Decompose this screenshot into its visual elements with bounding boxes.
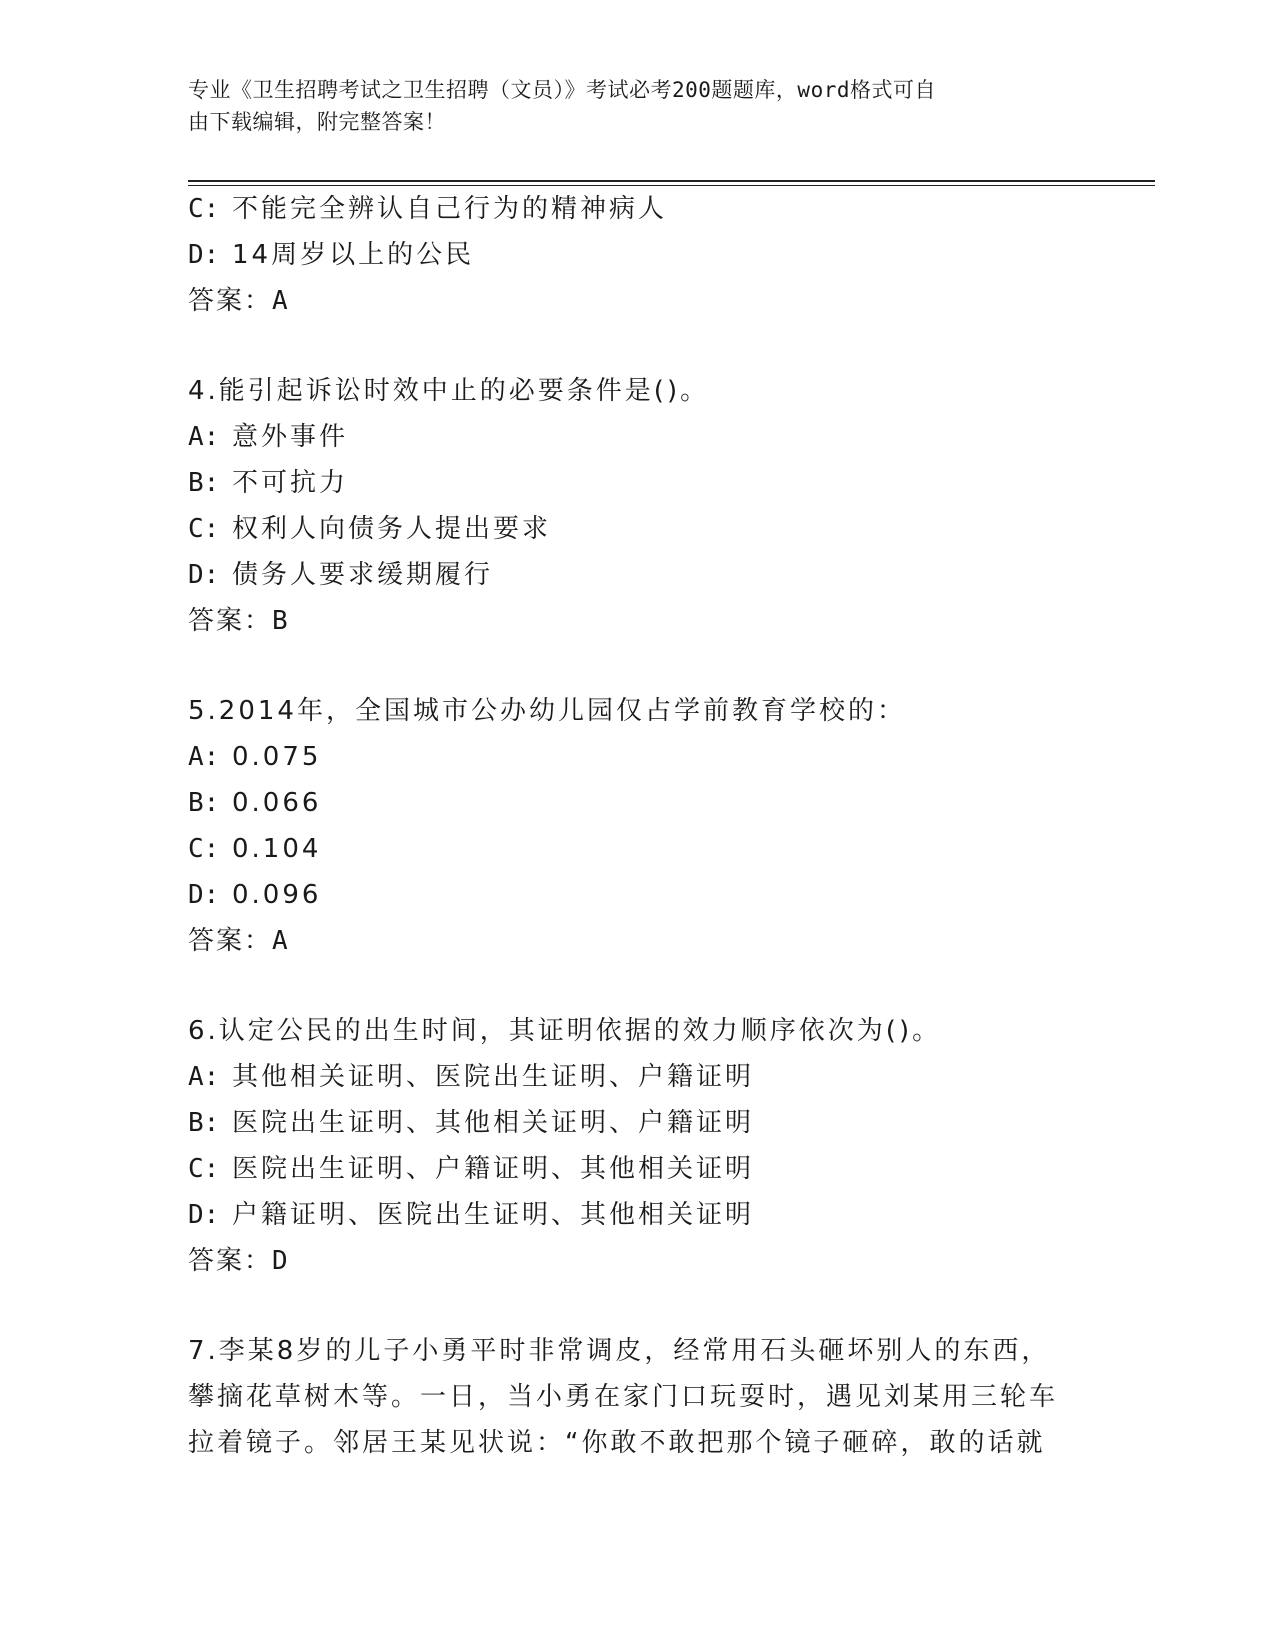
- option-key: B:: [188, 1108, 220, 1138]
- option-text: 0.104: [232, 834, 322, 864]
- header-title-line-2: 由下载编辑，附完整答案！: [188, 110, 446, 134]
- option-text: 不能完全辨认自己行为的精神病人: [232, 194, 668, 224]
- header-divider-thick: [188, 180, 1155, 182]
- question-content: [188, 186, 1088, 1466]
- answer-row: [188, 1238, 1088, 1284]
- option-text: 意外事件: [232, 422, 349, 452]
- option-row: [188, 186, 1088, 232]
- answer-label: 答案：: [188, 606, 273, 636]
- option-row: [188, 1100, 1088, 1146]
- option-key: A:: [188, 1062, 220, 1092]
- option-key: C:: [188, 514, 220, 544]
- option-text: 14周岁以上的公民: [232, 240, 475, 270]
- option-key: C:: [188, 1154, 220, 1184]
- option-row: [188, 1054, 1088, 1100]
- question-block-6: [188, 1008, 1088, 1284]
- answer-label: 答案：: [188, 1246, 273, 1276]
- option-text: 0.096: [232, 880, 322, 910]
- answer-value: B: [272, 606, 288, 636]
- option-key: B:: [188, 468, 220, 498]
- option-row: [188, 460, 1088, 506]
- option-text: 权利人向债务人提出要求: [232, 514, 552, 544]
- option-key: D:: [188, 880, 220, 910]
- option-row: [188, 826, 1088, 872]
- question-stem: 4.能引起诉讼时效中止的必要条件是()。: [188, 376, 710, 406]
- answer-label: 答案：: [188, 286, 273, 316]
- option-text: 医院出生证明、户籍证明、其他相关证明: [232, 1154, 755, 1184]
- option-row: [188, 872, 1088, 918]
- question-stem: 6.认定公民的出生时间，其证明依据的效力顺序依次为()。: [188, 1016, 942, 1046]
- option-key: D:: [188, 560, 220, 590]
- option-row: [188, 506, 1088, 552]
- answer-value: A: [272, 286, 288, 316]
- option-key: C:: [188, 194, 220, 224]
- question-block-5: [188, 688, 1088, 964]
- option-key: C:: [188, 834, 220, 864]
- option-key: B:: [188, 788, 220, 818]
- option-key: D:: [188, 1200, 220, 1230]
- option-row: [188, 1146, 1088, 1192]
- question-stem-line: 7.李某8岁的儿子小勇平时非常调皮，经常用石头砸坏别人的东西，: [188, 1336, 1051, 1366]
- option-text: 户籍证明、医院出生证明、其他相关证明: [232, 1200, 755, 1230]
- option-row: [188, 414, 1088, 460]
- option-key: A:: [188, 422, 220, 452]
- option-text: 其他相关证明、医院出生证明、户籍证明: [232, 1062, 755, 1092]
- option-text: 债务人要求缓期履行: [232, 560, 494, 590]
- question-block-4: [188, 368, 1088, 644]
- answer-row: [188, 598, 1088, 644]
- continued-question-block: [188, 186, 1088, 324]
- question-stem: 5.2014年，全国城市公办幼儿园仅占学前教育学校的：: [188, 696, 906, 726]
- answer-row: [188, 278, 1088, 324]
- option-key: D:: [188, 240, 220, 270]
- option-key: A:: [188, 742, 220, 772]
- option-row: [188, 780, 1088, 826]
- header-title-line-1: 专业《卫生招聘考试之卫生招聘（文员）》考试必考200题题库，word格式可自: [188, 78, 936, 102]
- question-stem-line: 拉着镜子。邻居王某见状说：“你敢不敢把那个镜子砸碎，敢的话就: [188, 1428, 1046, 1458]
- question-stem-line: 攀摘花草树木等。一日，当小勇在家门口玩耍时，遇见刘某用三轮车: [188, 1382, 1059, 1412]
- answer-row: [188, 918, 1088, 964]
- answer-label: 答案：: [188, 926, 273, 956]
- option-text: 0.066: [232, 788, 322, 818]
- option-row: [188, 734, 1088, 780]
- option-row: [188, 232, 1088, 278]
- option-text: 医院出生证明、其他相关证明、户籍证明: [232, 1108, 755, 1138]
- page-header: [188, 74, 1068, 138]
- option-row: [188, 552, 1088, 598]
- question-block-7: [188, 1328, 1088, 1466]
- answer-value: D: [272, 1246, 288, 1276]
- option-text: 不可抗力: [232, 468, 349, 498]
- option-text: 0.075: [232, 742, 322, 772]
- option-row: [188, 1192, 1088, 1238]
- answer-value: A: [272, 926, 288, 956]
